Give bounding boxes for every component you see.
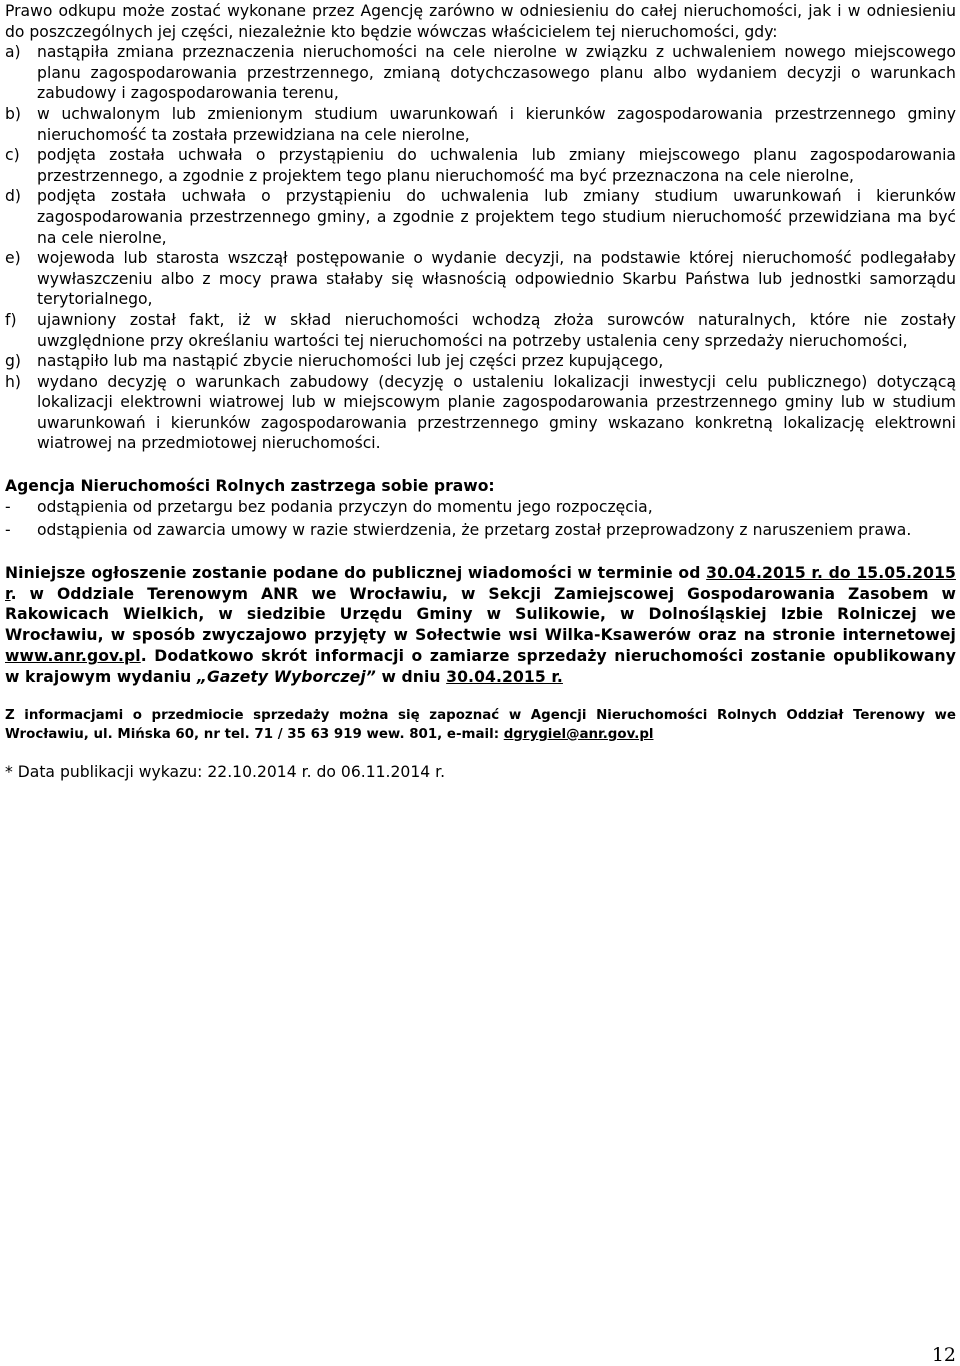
list-item-label: e) [5,249,21,268]
list-item-text: wydano decyzję o warunkach zabudowy (decyzję o ustaleniu lokalizacji inwestycji celu publicznego) dotyczącą lokalizacji elektrowni wiatrowej lub w miejscowym planie zagospodarowania przestrzennego gminy lub w studium uwarunkowań i kierunków zagospodarowania przestrzennego gminy wskazano konkretną lokalizację elektrowni wiatrowej na przedmiotowej nieruchomości. [37,372,956,453]
list-item-label: f) [5,310,17,329]
list-item-label: h) [5,372,21,391]
list-item-text: podjęta została uchwała o przystąpieniu do uchwalenia lub zmiany miejscowego planu zagospodarowania przestrzennego, a zgodnie z projektem tego planu nieruchomość ma być przeznaczona na cele nierolne, [37,146,956,185]
list-item [5,42,956,104]
list-item-text: ujawniony został fakt, iż w skład nieruchomości wchodzą złoża surowców naturalnych, które nie zostały uwzględnione przy określaniu wartości tej nieruchomości na potrzeby ustalenia ceny sprzedaży nieruchomości, [37,310,956,350]
list-item-text: w uchwalonym lub zmienionym studium uwarunkowań i kierunków zagospodarowania przestrzennego gminy nieruchomość ta została przewidziana na cele nierolne, [37,104,956,144]
website-link[interactable]: www.anr.gov.pl [5,647,141,666]
notice-text: Niniejsze ogłoszenie zostanie podane do publicznej wiadomości w terminie od [5,563,707,582]
list-item-label: a) [5,43,21,62]
intro-paragraph: Prawo odkupu może zostać wykonane przez Agencję zarówno w odniesieniu do całej nieruchomości, jak i w odniesieniu do poszczególnych jej części, niezależnie kto będzie wówczas właścicielem tej nieruchomości, gdy: [5,2,956,41]
conditions-list [5,42,956,454]
list-item-label: d) [5,187,21,206]
contact-text: Z informacjami o przedmiocie sprzedaży można się zapoznać w Agencji Nieruchomości Rolnych Oddział Terenowy we Wrocławiu, ul. Mińska 60, nr tel. 71 / 35 63 919 wew. 801, e-mail: [5,707,956,742]
footnote: * Data publikacji wykazu: 22.10.2014 r. do 06.11.2014 r. [5,762,446,781]
dash-bullet: - [5,497,11,516]
email-link[interactable]: dgrygiel@anr.gov.pl [503,726,654,742]
list-item-label: b) [5,104,21,123]
list-item-text: odstąpienia od przetargu bez podania przyczyn do momentu jego rozpoczęcia, [37,497,653,516]
newspaper-name: „Gazety Wyborczej” [196,667,376,686]
list-item-label: g) [5,352,21,371]
list-item-label: c) [5,146,20,165]
notice-text: w dniu [375,667,447,686]
reservation-heading: Agencja Nieruchomości Rolnych zastrzega sobie prawo: [5,477,495,496]
list-item [5,520,956,541]
list-item-text: nastąpiło lub ma nastąpić zbycie nieruchomości lub jej części przez kupującego, [37,352,664,371]
list-item [5,310,956,351]
list-item [5,186,956,248]
notice-date-range: 30.04.2015 r. do 15.05.2015 r [5,563,956,603]
list-item [5,145,956,186]
list-item-text: nastąpiła zmiana przeznaczenia nieruchomości na cele nierolne w związku z uchwaleniem nowego miejscowego planu zagospodarowania przestrzennego, zmianą dotychczasowego planu albo wydaniem decyzji o warunkach zabudowy i zagospodarowania terenu, [37,43,956,103]
list-item [5,104,956,145]
list-item [5,497,956,518]
dash-bullet: - [5,521,11,540]
publication-notice [5,563,956,688]
list-item-text: podjęta została uchwała o przystąpieniu do uchwalenia lub zmiany studium uwarunkowań i kierunków zagospodarowania przestrzennego gminy, a zgodnie z projektem tego studium nieruchomość przewidziana ma być na cele nierolne, [37,187,956,247]
publication-date: 30.04.2015 r. [446,667,563,686]
notice-text: . Dodatkowo skrót informacji o zamiarze sprzedaży nieruchomości zostanie opublikowany w krajowym wydaniu [5,647,956,686]
list-item [5,372,956,454]
reservation-list [5,497,956,541]
list-item [5,351,956,372]
list-item-text: odstąpienia od zawarcia umowy w razie stwierdzenia, że przetarg został przeprowadzony z naruszeniem prawa. [37,521,912,540]
page-number: 12 [931,1344,956,1366]
list-item-text: wojewoda lub starosta wszczął postępowanie o wydanie decyzji, na podstawie której nieruchomość podlegałaby wywłaszczeniu albo z mocy prawa stałaby się własnością odpowiednio Skarbu Państwa lub jednostki samorządu terytorialnego, [37,249,956,309]
notice-text: . w Oddziale Terenowym ANR we Wrocławiu, w Sekcji Zamiejscowej Gospodarowania Zasobem w Rakowicach Wielkich, w siedzibie Urzędu Gminy w Sulikowie, w Dolnośląskiej Izbie Rolniczej we Wrocławiu, w sposób zwyczajowo przyjęty w Sołectwie wsi Wilka-Ksawerów oraz na stronie internetowej [5,584,956,645]
list-item [5,248,956,310]
contact-info [5,706,956,744]
